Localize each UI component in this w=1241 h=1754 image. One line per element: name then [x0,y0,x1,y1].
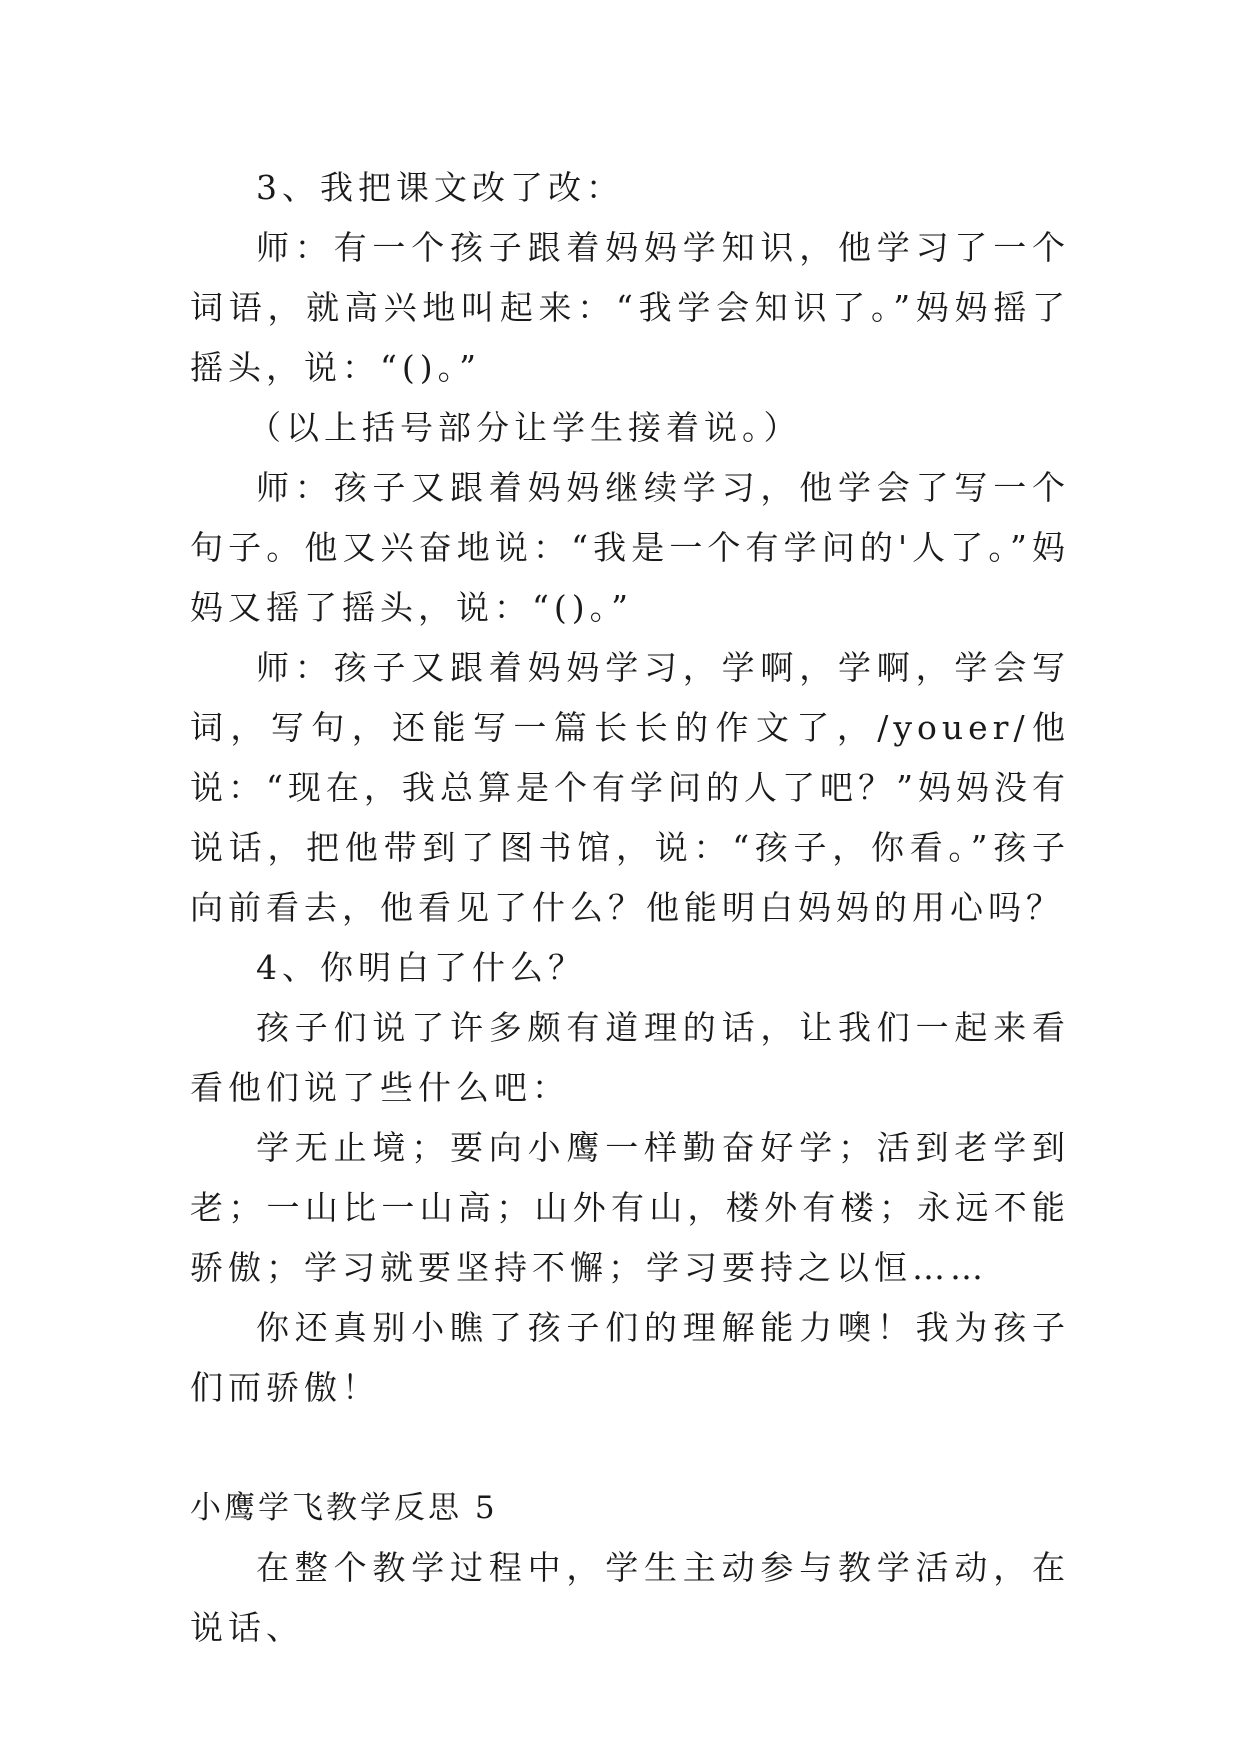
paragraph-reflection-start: 在整个教学过程中，学生主动参与教学活动，在说话、 [190,1548,1070,1647]
paragraph-teacher-1: 师：有一个孩子跟着妈妈学知识，他学习了一个词语，就高兴地叫起来：“我学会知识了。”妈妈摇了摇头，说：“()。” [190,228,1070,387]
paragraph-note: （以上括号部分让学生接着说。） [248,408,802,447]
paragraph-proud: 你还真别小瞧了孩子们的理解能力噢！我为孩子们而骄傲！ [190,1308,1070,1407]
document-body [190,158,1070,1658]
paragraph-teacher-3: 师：孩子又跟着妈妈学习，学啊，学啊，学会写词，写句，还能写一篇长长的作文了，/youer/他说：“现在，我总算是个有学问的人了吧？”妈妈没有说话，把他带到了图书馆，说：“孩子，你看。”孩子向前看去，他看见了什么？他能明白妈妈的用心吗？ [190,648,1070,927]
section-title: 小鹰学飞教学反思 5 [190,1490,498,1526]
paragraph-teacher-2: 师：孩子又跟着妈妈继续学习，他学会了写一个句子。他又兴奋地说：“我是一个有学问的'人了。”妈妈又摇了摇头，说：“()。” [190,468,1070,627]
paragraph-children-said: 孩子们说了许多颇有道理的话，让我们一起来看看他们说了些什么吧： [190,1008,1070,1107]
paragraph-step-4: 4、你明白了什么？ [256,948,586,987]
section-spacer [190,1418,1070,1478]
paragraph-step-3: 3、我把课文改了改： [256,168,624,207]
paragraph-sayings: 学无止境；要向小鹰一样勤奋好学；活到老学到老；一山比一山高；山外有山，楼外有楼；永远不能骄傲；学习就要坚持不懈；学习要持之以恒…… [190,1128,1070,1287]
